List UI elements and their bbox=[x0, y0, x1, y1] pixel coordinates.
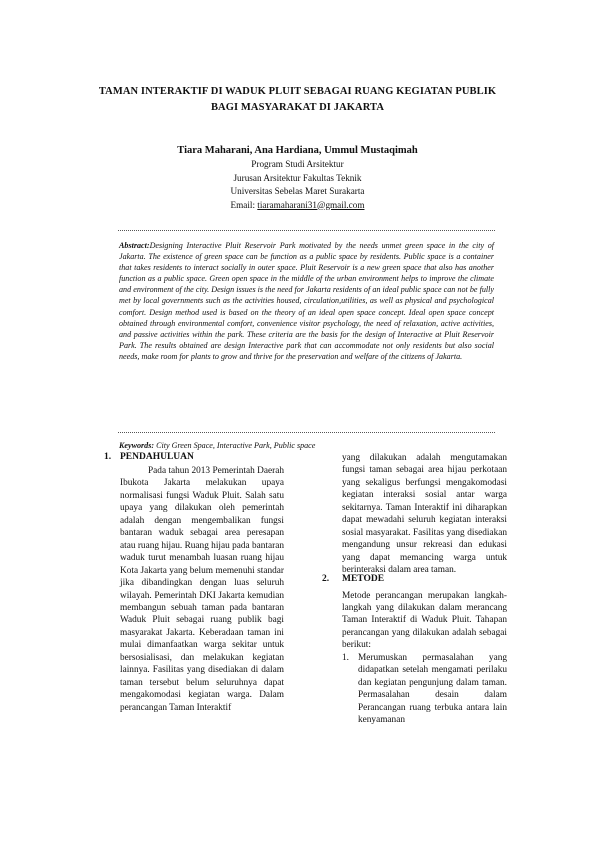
right-column bbox=[342, 452, 507, 727]
abstract-bottom-rule bbox=[118, 432, 495, 433]
abstract-block bbox=[119, 240, 494, 362]
method-list-text: Merumuskan permasalahan yang didapatkan setelah mengamati perilaku dan kegiatan pengunjung dalam taman. Permasalahan desain dalam Perancangan ruang terbuka antara lain kenyamanan bbox=[358, 652, 507, 726]
email-label: Email: bbox=[230, 199, 258, 210]
section-1-paragraph: Pada tahun 2013 Pemerintah Daerah Ibukota Jakarta melakukan upaya normalisasi fungsi Waduk Pluit. Salah satu upaya yang dilakukan oleh pemerintah adalah dengan mengembalikan fungsi bantaran waduk sebagai area peresapan atau ruang hijau. Ruang hijau pada bantaran waduk turut menambah luasan ruang hijau Kota Jakarta yang belum memenuhi standar jika dibandingkan dengan luas seluruh wilayah. Pemerintah DKI Jakarta kemudian membangun sebuah taman pada bantaran Waduk Pluit sebagai ruang publik bagi masyarakat Jakarta. Keberadaan taman ini mulai dimanfaatkan warga sekitar untuk bersosialisasi, dan melakukan kegiatan lainnya. Fasilitas yang disediakan di dalam taman tersebut belum seluruhnya dapat mengakomodasi kegiatan warga. Dalam perancangan Taman Interaktif bbox=[120, 466, 284, 713]
paper-title bbox=[70, 84, 525, 116]
method-list-number: 1. bbox=[342, 652, 349, 663]
section-1-continuation: yang dilakukan adalah mengutamakan fungsi taman sebagai area hijau perkotaan yang sekaligus berfungsi mengakomodasi kegiatan interaksi sosial antar warga sekitarnya. Taman Interaktif ini diharapkan dapat mewadahi seluruh kegiatan interaksi sosial masyarakat. Fasilitas yang disediakan mengandung unsur rekreasi dan edukasi yang dapat memancing warga untuk berinteraksi dalam area taman. bbox=[342, 453, 507, 576]
section-1-title: PENDAHULUAN bbox=[120, 452, 194, 462]
affiliation-department: Jurusan Arsitektur Fakultas Teknik bbox=[233, 172, 362, 183]
keywords-block bbox=[119, 441, 494, 450]
method-list-item bbox=[342, 652, 507, 727]
section-1-number: 1. bbox=[104, 452, 112, 462]
author-email-link[interactable]: tiaramaharani31@gmail.com bbox=[257, 199, 365, 210]
section-2-title: METODE bbox=[342, 574, 385, 584]
keywords-text: City Green Space, Interactive Park, Public space bbox=[154, 441, 316, 450]
left-column bbox=[120, 465, 284, 714]
affiliation-university: Universitas Sebelas Maret Surakarta bbox=[230, 186, 365, 196]
paper-title-line-1: TAMAN INTERAKTIF DI WADUK PLUIT SEBAGAI RUANG KEGIATAN PUBLIK bbox=[98, 86, 497, 97]
section-2-paragraph: Metode perancangan merupakan langkah-langkah yang dilakukan dalam merancang Taman Interaktif di Waduk Pluit. Tahapan perancangan yang dilakukan adalah sebagai berikut: bbox=[342, 590, 507, 651]
section-2-number: 2. bbox=[322, 574, 330, 584]
abstract-label: Abstract: bbox=[119, 241, 150, 250]
abstract-text: Designing Interactive Pluit Reservoir Park motivated by the needs unmet green space in the city of Jakarta. The existence of green space can be function as a public space by residents. Public space is a container that takes residents to interact socially in outer space. Pluit Reservoir is a new green space that also has another function as a public space. Green open space in the middle of the urban environment helps to improve the climate and environment of the city. Design issues is the need for Jakarta residents of an ideal public space can not be fully met by local governments such as the activities housed, circulation,utilities, as well as physical and psychological comfort. Design method used is based on the theory of an ideal open space concept. Ideal open space concept obtained through environmental comfort, convenience visitor psychology, the need of relaxation, active activities, and passive activities within the park. These criteria are the basis for the design of Interactive at Pluit Reservoir Park. The results obtained are design Interactive park that can accommodate not only residents but also social needs, make room for plants to grow and thrive for the preservation and welfare of the citizens of Jakarta. bbox=[119, 241, 494, 361]
abstract-top-rule bbox=[118, 230, 495, 231]
author-email-line bbox=[100, 199, 495, 213]
author-affiliation bbox=[100, 158, 495, 212]
paper-title-line-2: BAGI MASYARAKAT DI JAKARTA bbox=[210, 102, 385, 113]
paper-authors: Tiara Maharani, Ana Hardiana, Ummul Mustaqimah bbox=[177, 145, 418, 156]
affiliation-program: Program Studi Arsitektur bbox=[251, 159, 344, 169]
keywords-label: Keywords: bbox=[119, 441, 155, 450]
